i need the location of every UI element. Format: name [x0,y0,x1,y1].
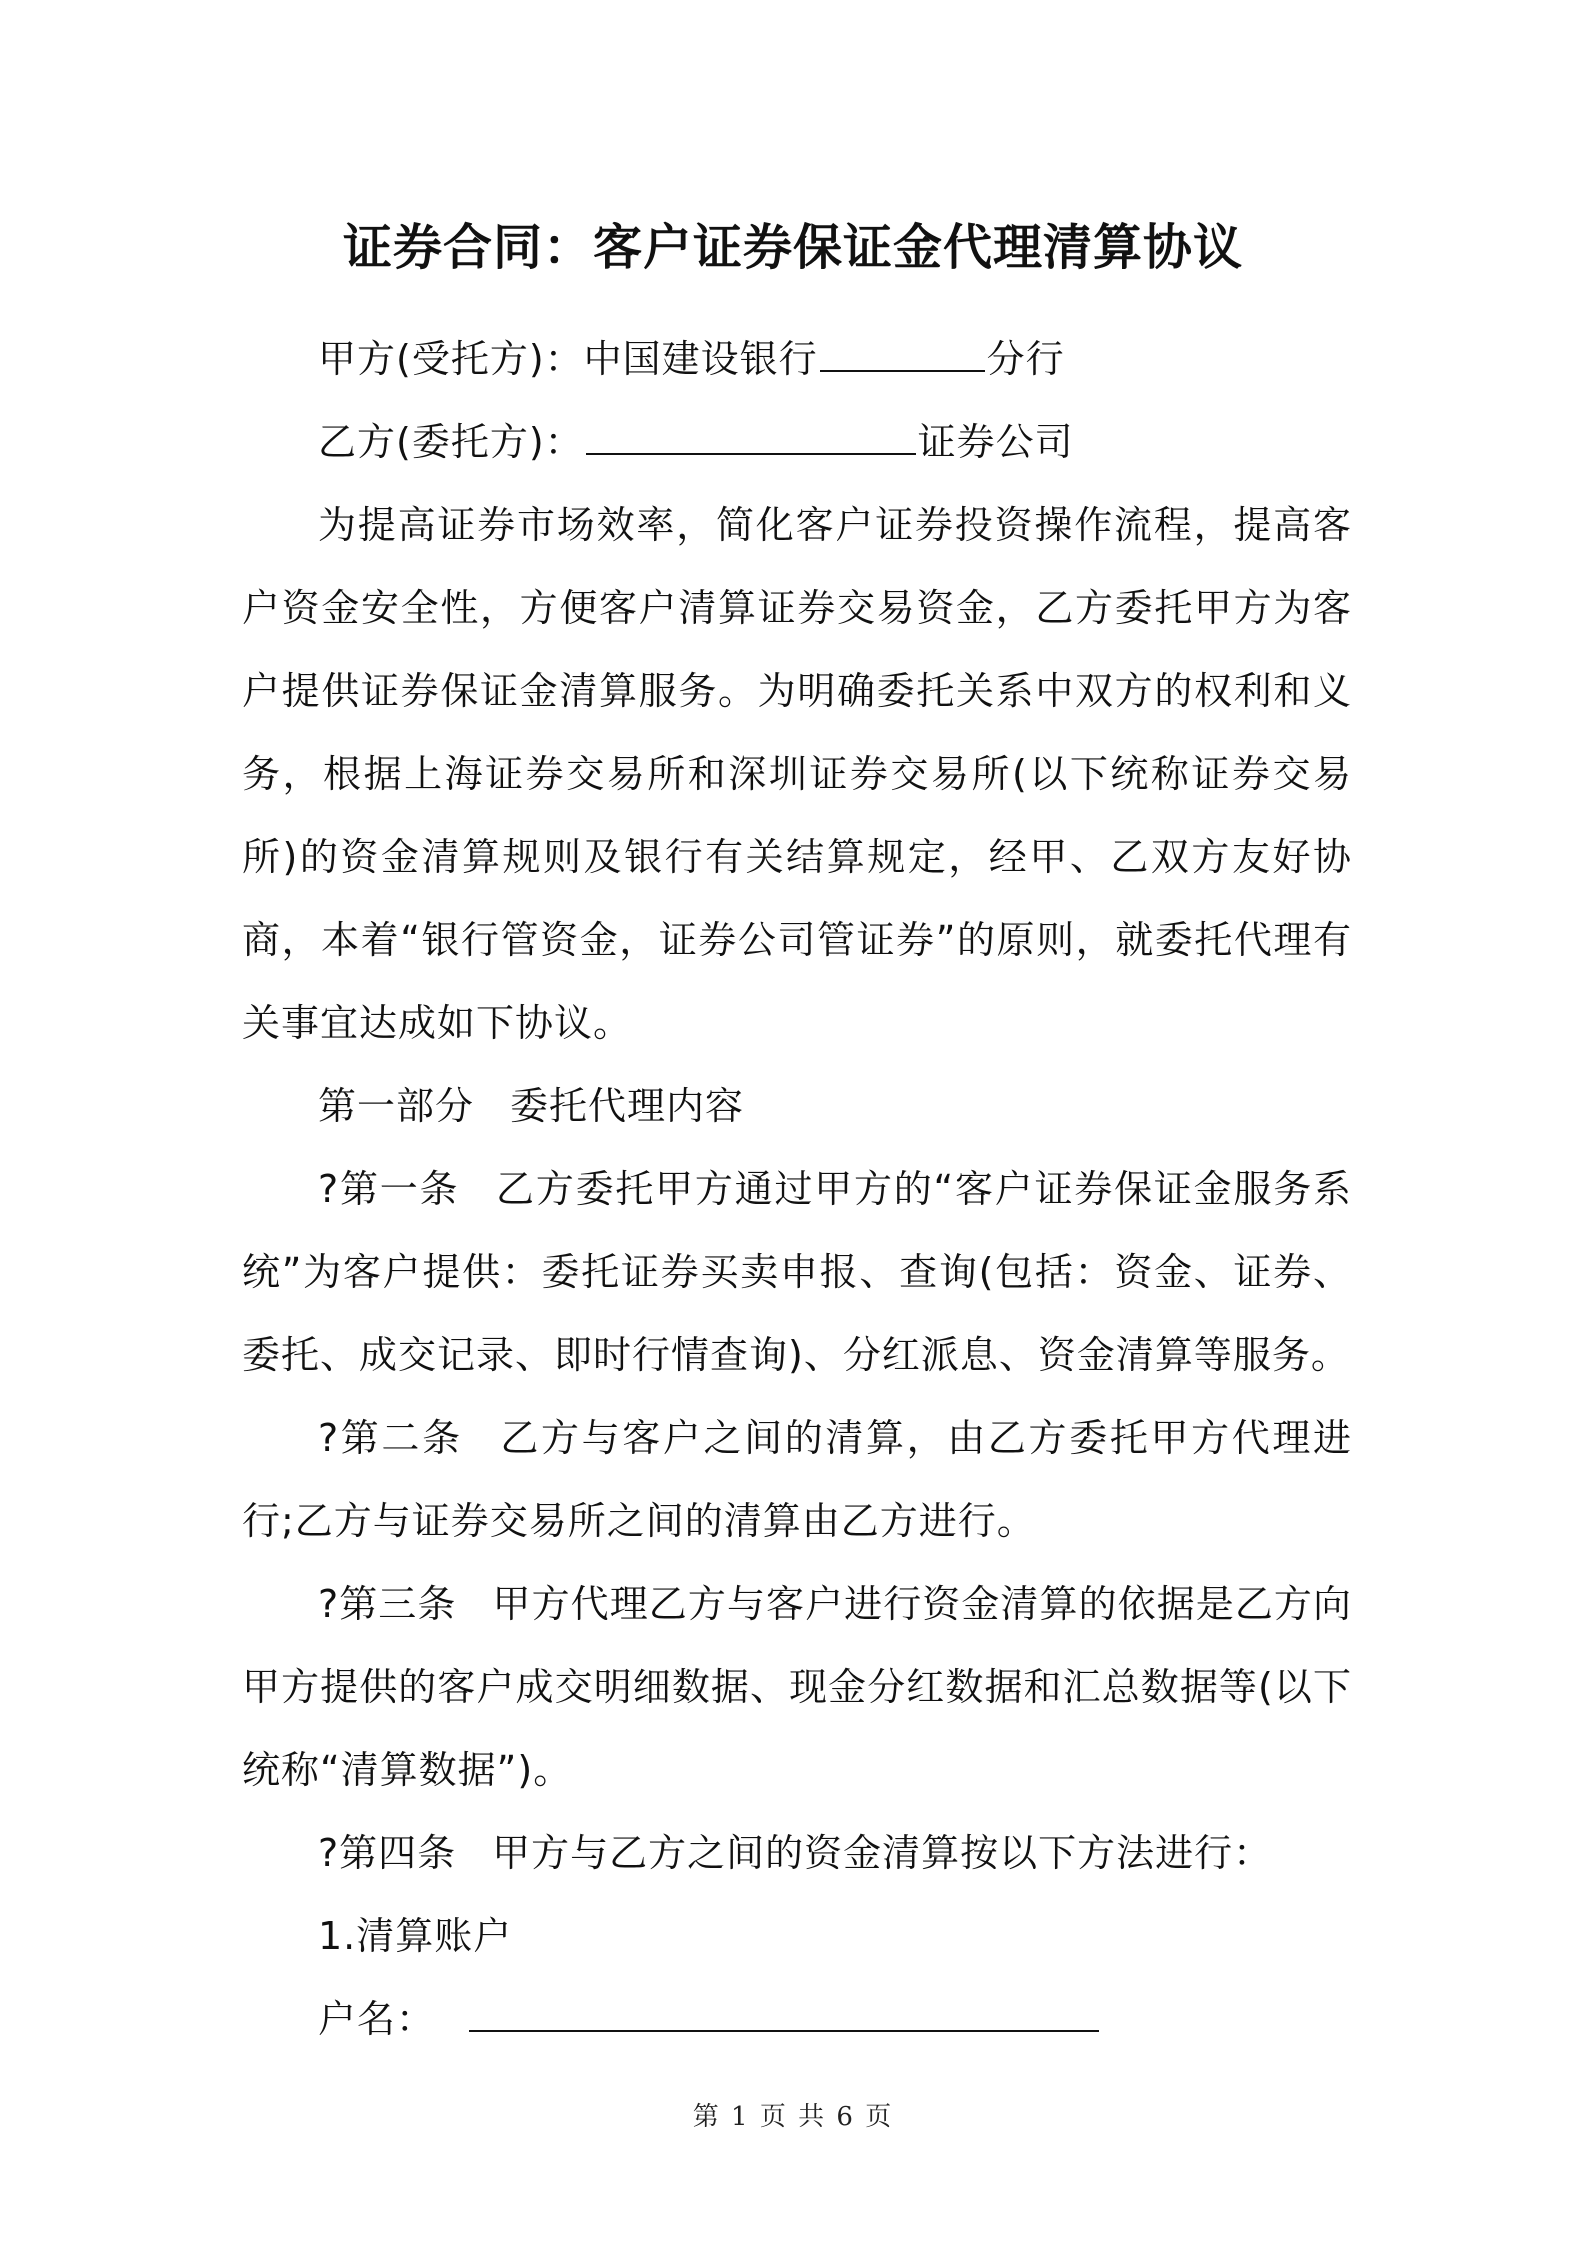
article-one-number: ?第一条 [318,1167,460,1211]
item-clearing-account: 1.清算账户 [318,1914,513,1958]
blank-account-name [469,1986,1099,2032]
article-one-text: 乙方委托甲方通过甲方的“客户证券保证金服务系统”为客户提供：委托证券买卖申报、查询(包括：资金、证券、委托、成交记录、即时行情查询)、分红派息、资金清算等服务。 [242,1167,1352,1377]
party-a-label: 甲方(受托方)：中国建设银行 [318,337,818,381]
account-name-label: 户名： [318,1997,436,2041]
preamble-paragraph: 为提高证券市场效率，简化客户证券投资操作流程，提高客户资金安全性，方便客户清算证券交易资金，乙方委托甲方为客户提供证券保证金清算服务。为明确委托关系中双方的权利和义务，根据上海证券交易所和深圳证券交易所(以下统称证券交易所)的资金清算规则及银行有关结算规定，经甲、乙双方友好协商，本着“银行管资金，证券公司管证券”的原则，就委托代理有关事宜达成如下协议。 [242,503,1352,1045]
footer-page-current: 1 [731,2102,750,2132]
article-four [242,1812,1352,1895]
document-body [242,318,1352,2061]
document-title: 证券合同：客户证券保证金代理清算协议 [342,219,1243,276]
blank-branch [820,326,985,372]
article-four-number: ?第四条 [318,1831,457,1875]
article-three-number: ?第三条 [318,1582,457,1626]
party-b-label: 乙方(委托方)： [318,420,584,464]
footer-suffix: 页 [865,2102,894,2132]
article-two-text: 乙方与客户之间的清算，由乙方委托甲方代理进行;乙方与证券交易所之间的清算由乙方进行。 [242,1416,1352,1543]
article-two-number: ?第二条 [318,1416,463,1460]
footer-prefix: 第 [692,2102,721,2132]
footer-mid: 页 共 [759,2102,827,2132]
part-one-heading [242,1065,1352,1148]
part-one-number: 第一部分 [318,1084,475,1128]
article-four-text: 甲方与乙方之间的资金清算按以下方法进行： [492,1831,1273,1875]
article-one [242,1148,1352,1397]
party-b-suffix: 证券公司 [917,420,1074,464]
footer-page-total: 6 [836,2102,855,2132]
article-two [242,1397,1352,1563]
party-a-line [242,318,1352,401]
article-three-text: 甲方代理乙方与客户进行资金清算的依据是乙方向甲方提供的客户成交明细数据、现金分红数据和汇总数据等(以下统称“清算数据”)。 [242,1582,1352,1792]
article-three [242,1563,1352,1812]
account-name-line [242,1978,1352,2061]
party-b-line [242,401,1352,484]
part-one-title: 委托代理内容 [510,1084,745,1128]
page-footer [0,2096,1586,2133]
party-a-suffix: 分行 [986,337,1065,381]
blank-company [586,409,916,455]
